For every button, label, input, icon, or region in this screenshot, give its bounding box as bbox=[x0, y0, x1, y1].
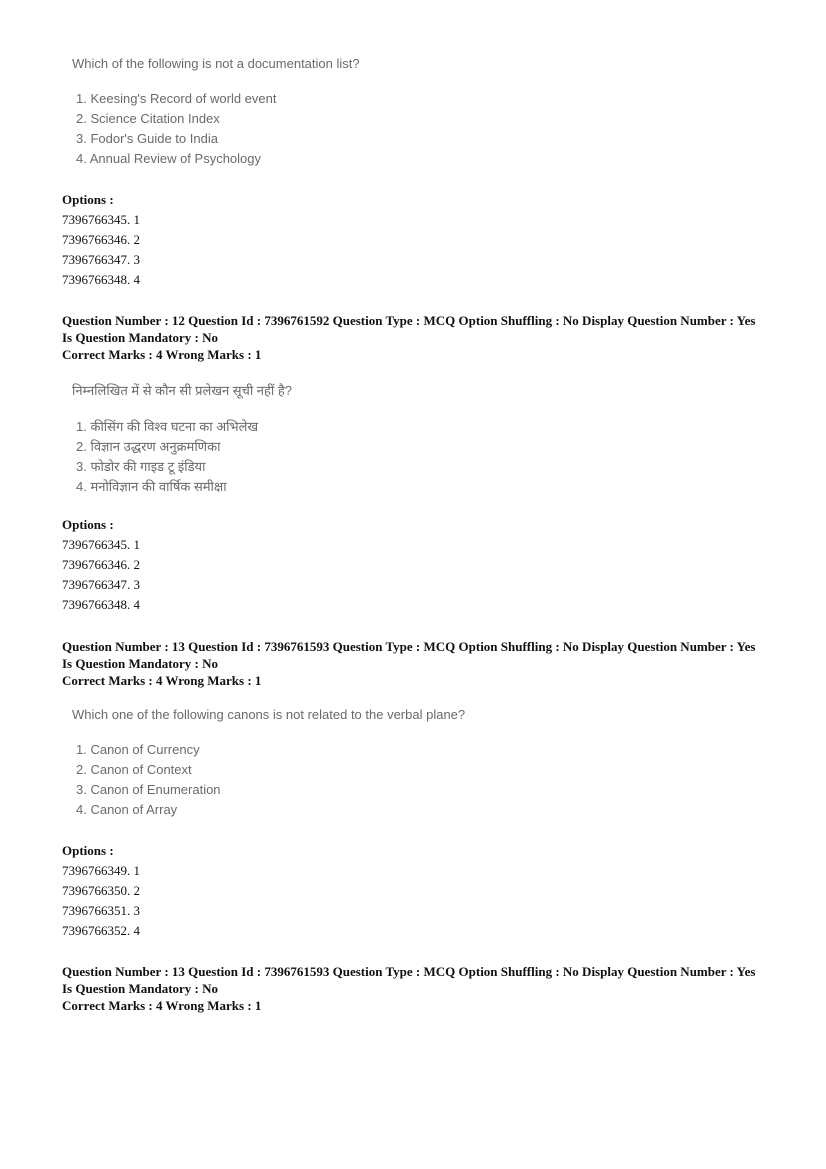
choice-item: 3. Canon of Enumeration bbox=[76, 782, 221, 797]
choice-item: 1. Keesing's Record of world event bbox=[76, 91, 277, 106]
options-block-q11 bbox=[62, 190, 362, 290]
choice-list bbox=[72, 89, 772, 169]
options-block-q12 bbox=[62, 515, 362, 615]
question-meta-q13 bbox=[62, 638, 782, 689]
choice-item: 3. Fodor's Guide to India bbox=[76, 131, 218, 146]
option-row: 7396766345. 1 bbox=[62, 212, 140, 227]
option-row: 7396766347. 3 bbox=[62, 252, 140, 267]
options-label: Options : bbox=[62, 517, 114, 532]
choice-list bbox=[72, 740, 772, 820]
options-block-q13 bbox=[62, 841, 362, 941]
option-row: 7396766352. 4 bbox=[62, 923, 140, 938]
option-row: 7396766346. 2 bbox=[62, 557, 140, 572]
options-label: Options : bbox=[62, 192, 114, 207]
meta-line: Correct Marks : 4 Wrong Marks : 1 bbox=[62, 347, 262, 362]
option-row: 7396766347. 3 bbox=[62, 577, 140, 592]
meta-line: Question Number : 13 Question Id : 7396761593 Question Type : MCQ Option Shuffling : No Display Question Number : Yes bbox=[62, 964, 756, 979]
choice-list bbox=[72, 417, 772, 497]
question-image-q12 bbox=[72, 381, 772, 497]
choice-item: 4. मनोविज्ञान की वार्षिक समीक्षा bbox=[76, 479, 227, 494]
meta-line: Question Number : 13 Question Id : 7396761593 Question Type : MCQ Option Shuffling : No Display Question Number : Yes bbox=[62, 639, 756, 654]
meta-line: Is Question Mandatory : No bbox=[62, 981, 219, 996]
choice-item: 3. फोडोर की गाइड टू इंडिया bbox=[76, 459, 206, 474]
choice-item: 1. Canon of Currency bbox=[76, 742, 200, 757]
meta-line: Correct Marks : 4 Wrong Marks : 1 bbox=[62, 998, 262, 1013]
option-row: 7396766348. 4 bbox=[62, 272, 140, 287]
option-row: 7396766350. 2 bbox=[62, 883, 140, 898]
question-text: निम्नलिखित में से कौन सी प्रलेखन सूची नहीं है? bbox=[72, 383, 293, 398]
choice-item: 4. Annual Review of Psychology bbox=[76, 151, 261, 166]
options-label: Options : bbox=[62, 843, 114, 858]
option-row: 7396766348. 4 bbox=[62, 597, 140, 612]
question-image-q11 bbox=[72, 56, 772, 169]
choice-item: 2. विज्ञान उद्धरण अनुक्रमणिका bbox=[76, 439, 221, 454]
option-row: 7396766346. 2 bbox=[62, 232, 140, 247]
question-text: Which of the following is not a documentation list? bbox=[72, 56, 360, 71]
choice-item: 4. Canon of Array bbox=[76, 802, 178, 817]
option-row: 7396766345. 1 bbox=[62, 537, 140, 552]
option-row: 7396766351. 3 bbox=[62, 903, 140, 918]
choice-item: 1. कीसिंग की विश्व घटना का अभिलेख bbox=[76, 419, 259, 434]
choice-item: 2. Science Citation Index bbox=[76, 111, 220, 126]
meta-line: Correct Marks : 4 Wrong Marks : 1 bbox=[62, 673, 262, 688]
question-meta-q13-hindi bbox=[62, 963, 782, 1014]
meta-line: Is Question Mandatory : No bbox=[62, 330, 219, 345]
meta-line: Is Question Mandatory : No bbox=[62, 656, 219, 671]
question-image-q13 bbox=[72, 707, 772, 820]
choice-item: 2. Canon of Context bbox=[76, 762, 192, 777]
option-row: 7396766349. 1 bbox=[62, 863, 140, 878]
question-text: Which one of the following canons is not related to the verbal plane? bbox=[72, 707, 466, 722]
meta-line: Question Number : 12 Question Id : 7396761592 Question Type : MCQ Option Shuffling : No Display Question Number : Yes bbox=[62, 313, 756, 328]
question-meta-q12 bbox=[62, 312, 782, 363]
